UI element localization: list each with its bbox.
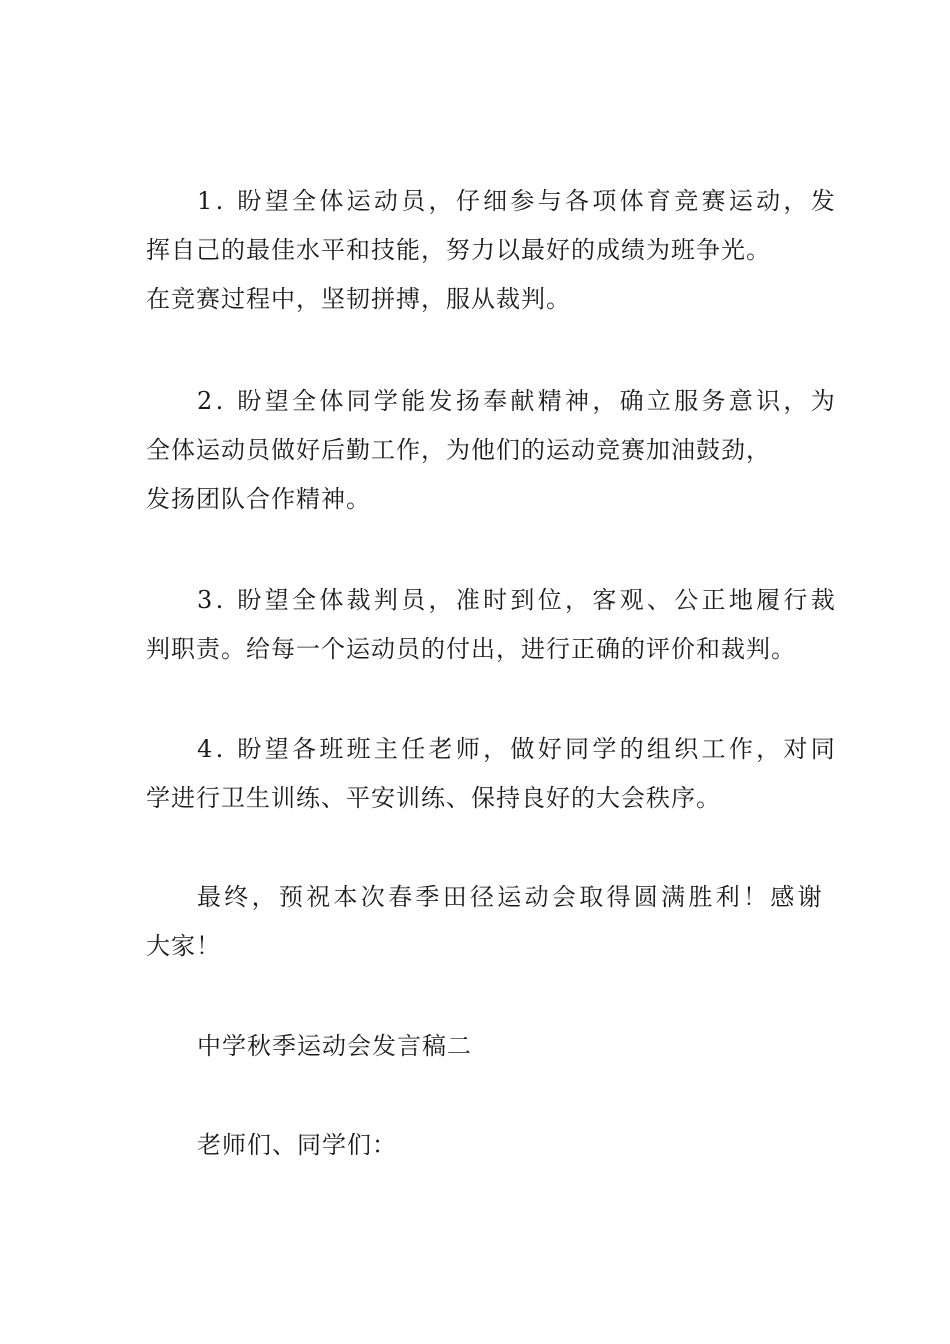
paragraph-4 bbox=[146, 725, 839, 823]
paragraph-line: 全体运动员做好后勤工作，为他们的运动竞赛加油鼓劲， bbox=[146, 436, 771, 464]
paragraph-2 bbox=[146, 377, 839, 524]
paragraph-line: 判职责。给每一个运动员的付出，进行正确的评价和裁判。 bbox=[146, 635, 796, 663]
paragraph-line: 在竞赛过程中，坚韧拼搏，服从裁判。 bbox=[146, 285, 571, 313]
paragraph-line: 1. 盼望全体运动员，仔细参与各项体育竞赛运动，发 bbox=[197, 187, 839, 215]
paragraph-line: 挥自己的最佳水平和技能，努力以最好的成绩为班争光。 bbox=[146, 236, 771, 264]
paragraph-line: 学进行卫生训练、平安训练、保持良好的大会秩序。 bbox=[146, 784, 721, 812]
paragraph-line: 大家！ bbox=[146, 932, 221, 960]
paragraph-line: 最终，预祝本次春季田径运动会取得圆满胜利！感谢 bbox=[197, 883, 825, 911]
paragraph-line: 发扬团队合作精神。 bbox=[146, 485, 371, 513]
paragraph-3 bbox=[146, 576, 839, 674]
paragraph-line: 3. 盼望全体裁判员，准时到位，客观、公正地履行裁 bbox=[197, 586, 839, 614]
section-heading bbox=[146, 1022, 808, 1071]
paragraph-line: 中学秋季运动会发言稿二 bbox=[197, 1032, 472, 1060]
salutation bbox=[146, 1121, 808, 1170]
paragraph-line: 2. 盼望全体同学能发扬奉献精神，确立服务意识，为 bbox=[197, 387, 839, 415]
paragraph-1 bbox=[146, 177, 839, 324]
paragraph-line: 老师们、同学们： bbox=[197, 1131, 397, 1159]
paragraph-5 bbox=[146, 873, 825, 971]
paragraph-line: 4. 盼望各班班主任老师，做好同学的组织工作，对同 bbox=[197, 735, 839, 763]
